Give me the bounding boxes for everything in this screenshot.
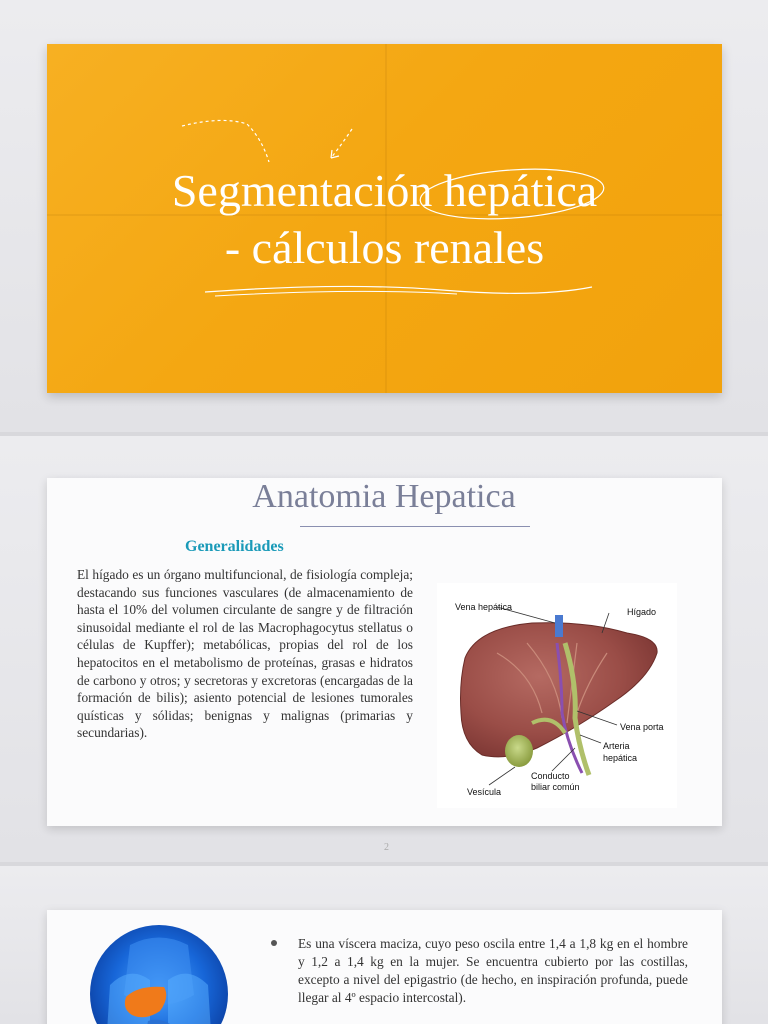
label-vena-porta: Vena porta [620, 722, 664, 732]
label-biliar-comun: biliar común [531, 782, 580, 792]
title-paper [47, 44, 722, 393]
section-subtitle: Generalidades [185, 538, 284, 555]
page-number: 2 [384, 842, 389, 853]
label-hepatica: hepática [603, 753, 638, 763]
label-arteria: Arteria [603, 741, 630, 751]
bullet-icon [271, 940, 277, 946]
label-conducto: Conducto [531, 771, 570, 781]
label-vesicula: Vesícula [467, 787, 502, 797]
liver-figure [437, 583, 677, 808]
section-title: Anatomia Hepatica [252, 478, 516, 515]
bullet-text: Es una víscera maciza, cuyo peso oscila entre 1,4 a 1,8 kg en el hombre y 1,2 a 1,4 kg en la mujer. Se encuentra cubierto por las costillas, excepto a nivel del epigastrio (de hecho, en inspiración profunda, puede llegar al 4º espacio intercostal). [298, 936, 688, 1005]
presentation-title [47, 162, 722, 276]
label-vena-hepatica: Vena hepática [455, 602, 513, 612]
label-higado: Hígado [627, 607, 657, 617]
title-line-1: Segmentación hepática [171, 165, 598, 216]
liver-diagram [437, 583, 677, 808]
title-line-2: - cálculos renales [224, 222, 545, 273]
body-paragraph: El hígado es un órgano multifuncional, de fisiología compleja; destacando sus funciones vasculares (de almacenamiento de hasta el 10% del volumen circulante de sangre y de filtración sinusoidal mediante el rol de las Macrophagocytus stellatus o células de Kupffer); metabólicas, propias del rol de los hepatocitos en el metabolismo de proteínas, grasas e hidratos de carbono y otros; y secretoras y excretoras (encargadas de la formación de bilis); asiento potencial de lesiones tumorales quísticas y sólidas; benignas y malignas (primarias y secundarias). [77, 567, 413, 741]
title-underline [300, 526, 530, 527]
